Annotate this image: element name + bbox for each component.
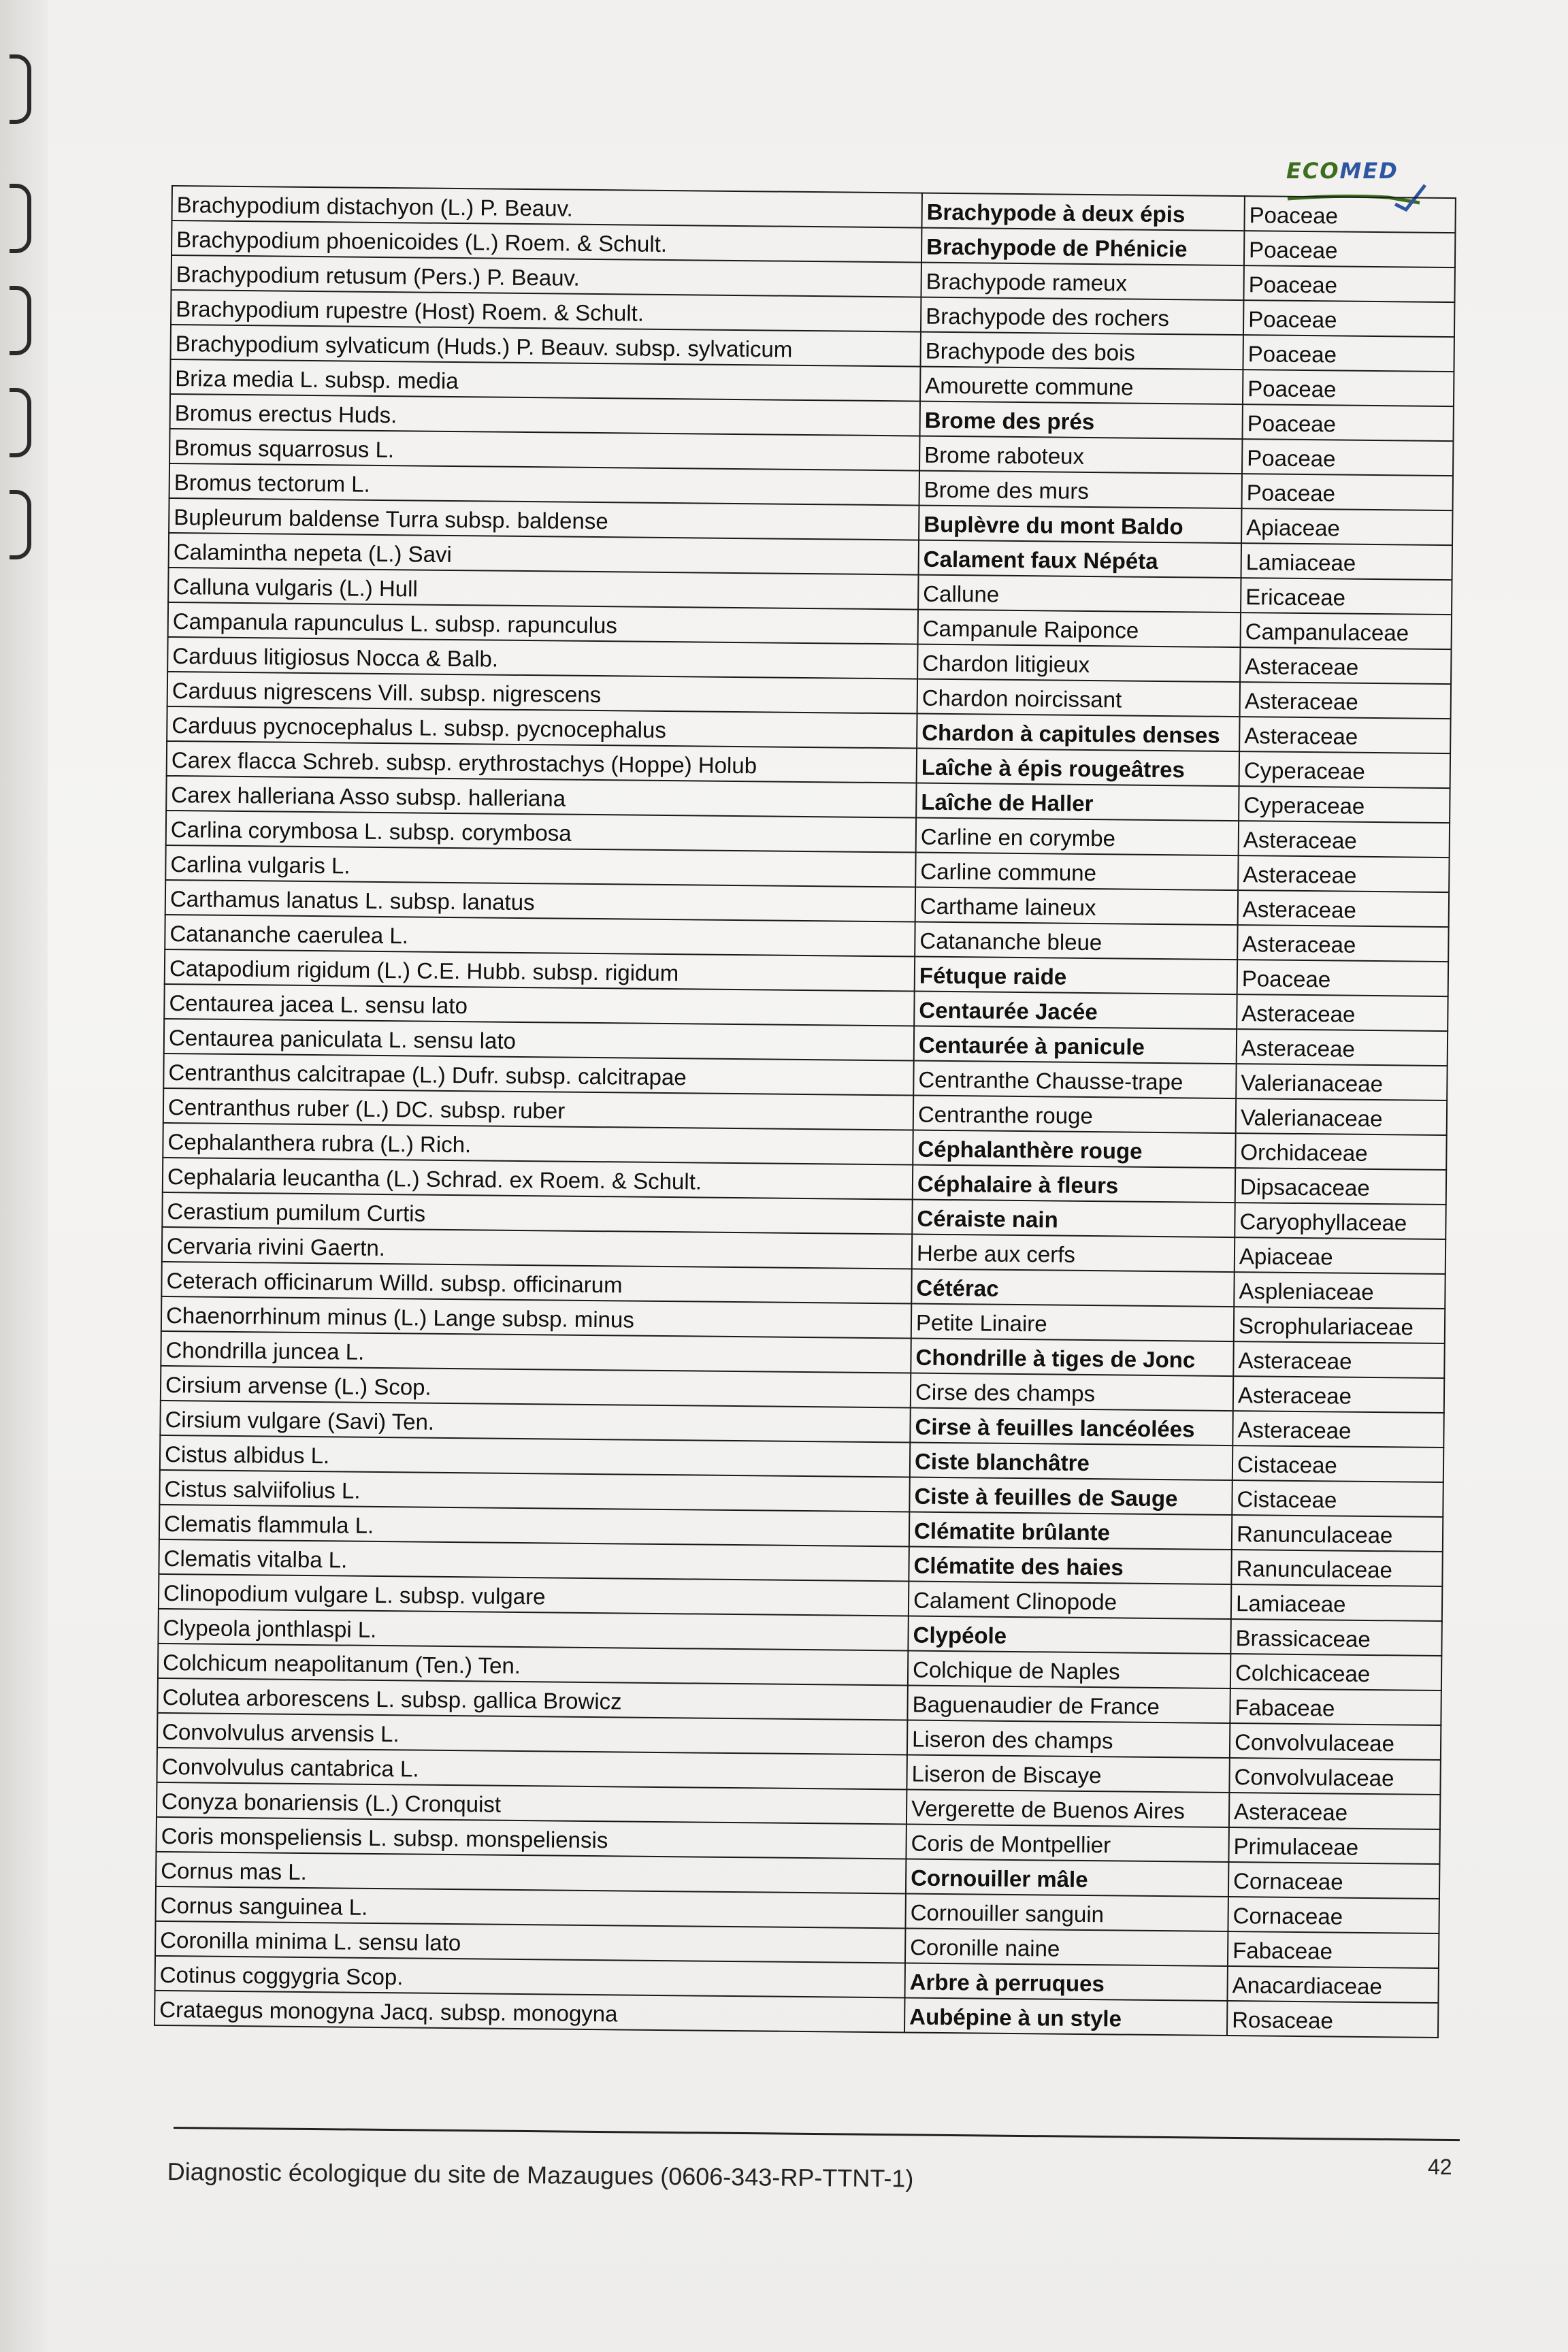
common-name-cell: Cornouiller mâle — [906, 1859, 1228, 1897]
common-name-cell: Laîche de Haller — [916, 783, 1239, 821]
common-name-cell: Fétuque raide — [915, 957, 1237, 995]
common-name-cell: Céraiste nain — [912, 1200, 1235, 1238]
scientific-name-cell: Carex flacca Schreb. subsp. erythrostachys (Hoppe) Holub — [167, 741, 917, 783]
family-cell: Anacardiaceae — [1227, 1966, 1438, 2003]
family-cell: Cornaceae — [1228, 1862, 1439, 1899]
common-name-cell: Liseron des champs — [907, 1720, 1230, 1758]
scientific-name-cell: Brachypodium phoenicoides (L.) Roem. & Schult. — [172, 220, 921, 263]
family-cell: Asteraceae — [1237, 1029, 1448, 1066]
common-name-cell: Centaurée Jacée — [914, 992, 1237, 1030]
family-cell: Cyperaceae — [1239, 751, 1450, 788]
family-cell: Poaceae — [1237, 960, 1448, 996]
common-name-cell: Coronille naine — [905, 1928, 1228, 1966]
common-name-cell: Brome des murs — [919, 471, 1242, 509]
common-name-cell: Clématite des haies — [909, 1546, 1231, 1584]
scientific-name-cell: Clinopodium vulgare L. subsp. vulgare — [159, 1574, 909, 1616]
common-name-cell: Colchique de Naples — [908, 1650, 1230, 1688]
common-name-cell: Coris de Montpellier — [906, 1824, 1228, 1862]
family-cell: Fabaceae — [1228, 1931, 1439, 1968]
family-cell: Fabaceae — [1230, 1688, 1441, 1725]
family-cell: Convolvulaceae — [1229, 1758, 1440, 1795]
common-name-cell: Cirse à feuilles lancéolées — [910, 1408, 1232, 1446]
family-cell: Asteraceae — [1233, 1376, 1444, 1413]
common-name-cell: Campanule Raiponce — [918, 610, 1241, 648]
family-cell: Scrophulariaceae — [1234, 1307, 1445, 1343]
binder-ring — [10, 490, 31, 559]
footer-text: Diagnostic écologique du site de Mazaugues (0606-343-RP-TTNT-1) — [167, 2157, 914, 2193]
common-name-cell: Clypéole — [908, 1616, 1230, 1654]
common-name-cell: Amourette commune — [920, 367, 1243, 405]
scientific-name-cell: Carduus pycnocephalus L. subsp. pycnocephalus — [167, 706, 917, 749]
family-cell: Convolvulaceae — [1230, 1723, 1441, 1760]
scientific-name-cell: Bromus erectus Huds. — [170, 394, 920, 436]
scientific-name-cell: Clematis flammula L. — [159, 1505, 909, 1547]
scientific-name-cell: Cistus salviifolius L. — [159, 1470, 909, 1512]
scientific-name-cell: Crataegus monogyna Jacq. subsp. monogyna — [154, 1991, 904, 2033]
family-cell: Lamiaceae — [1241, 543, 1452, 580]
family-cell: Cistaceae — [1232, 1446, 1443, 1482]
common-name-cell: Céphalaire à fleurs — [913, 1165, 1235, 1203]
common-name-cell: Carline en corymbe — [916, 818, 1239, 856]
common-name-cell: Ciste à feuilles de Sauge — [909, 1477, 1232, 1516]
common-name-cell: Liseron de Biscaye — [906, 1754, 1229, 1793]
common-name-cell: Chardon à capitules denses — [917, 714, 1239, 752]
common-name-cell: Chondrille à tiges de Jonc — [911, 1339, 1233, 1377]
family-cell: Asteraceae — [1229, 1793, 1440, 1829]
family-cell: Asteraceae — [1237, 925, 1448, 962]
binder-edge — [0, 0, 48, 2352]
family-cell: Asteraceae — [1240, 682, 1451, 719]
family-cell: Lamiaceae — [1231, 1584, 1442, 1621]
scientific-name-cell: Brachypodium retusum (Pers.) P. Beauv. — [172, 255, 921, 297]
species-table-body — [154, 186, 1456, 2038]
scientific-name-cell: Brachypodium sylvaticum (Huds.) P. Beauv. subsp. sylvaticum — [171, 325, 921, 367]
family-cell: Poaceae — [1243, 335, 1454, 372]
family-cell: Rosaceae — [1227, 2001, 1438, 2038]
family-cell: Aspleniaceae — [1234, 1272, 1445, 1309]
page-number: 42 — [1428, 2155, 1452, 2179]
common-name-cell: Catananche bleue — [915, 922, 1237, 960]
family-cell: Poaceae — [1243, 370, 1454, 406]
scientific-name-cell: Catananche caerulea L. — [165, 915, 915, 957]
scientific-name-cell: Carlina corymbosa L. subsp. corymbosa — [166, 811, 916, 853]
common-name-cell: Centaurée à panicule — [914, 1026, 1237, 1064]
scientific-name-cell: Cirsium arvense (L.) Scop. — [161, 1366, 911, 1408]
common-name-cell: Clématite brûlante — [909, 1512, 1232, 1550]
family-cell: Cyperaceae — [1239, 786, 1450, 823]
common-name-cell: Brome des prés — [920, 402, 1243, 440]
family-cell: Apiaceae — [1241, 508, 1452, 545]
common-name-cell: Carline commune — [915, 853, 1238, 891]
scientific-name-cell: Briza media L. subsp. media — [170, 359, 920, 402]
common-name-cell: Vergerette de Buenos Aires — [906, 1789, 1229, 1827]
common-name-cell: Brachypode rameux — [921, 263, 1243, 301]
scientific-name-cell: Bromus squarrosus L. — [169, 429, 919, 471]
common-name-cell: Centranthe Chausse-trape — [913, 1061, 1236, 1099]
scientific-name-cell: Ceterach officinarum Willd. subsp. officinarum — [161, 1262, 911, 1304]
family-cell: Caryophyllaceae — [1235, 1203, 1446, 1239]
scientific-name-cell: Calamintha nepeta (L.) Savi — [169, 533, 919, 575]
family-cell: Asteraceae — [1238, 855, 1449, 892]
family-cell: Asteraceae — [1238, 890, 1449, 927]
scientific-name-cell: Brachypodium distachyon (L.) P. Beauv. — [172, 186, 922, 228]
scientific-name-cell: Cornus sanguinea L. — [156, 1886, 906, 1929]
scientific-name-cell: Brachypodium rupestre (Host) Roem. & Schult. — [171, 290, 921, 332]
common-name-cell: Brachypode de Phénicie — [921, 228, 1244, 266]
species-table — [154, 185, 1456, 2038]
scientific-name-cell: Campanula rapunculus L. subsp. rapunculus — [168, 602, 918, 644]
binder-ring — [10, 54, 31, 124]
scientific-name-cell: Cephalanthera rubra (L.) Rich. — [163, 1123, 913, 1165]
family-cell: Apiaceae — [1235, 1237, 1446, 1274]
scientific-name-cell: Colutea arborescens L. subsp. gallica Browicz — [157, 1678, 907, 1720]
scientific-name-cell: Centranthus calcitrapae (L.) Dufr. subsp. calcitrapae — [163, 1054, 913, 1096]
scientific-name-cell: Cirsium vulgare (Savi) Ten. — [160, 1401, 910, 1443]
scientific-name-cell: Carduus litigiosus Nocca & Balb. — [167, 637, 917, 679]
common-name-cell: Chardon noircissant — [917, 679, 1240, 717]
scientific-name-cell: Conyza bonariensis (L.) Cronquist — [157, 1782, 906, 1825]
common-name-cell: Cirse des champs — [911, 1373, 1233, 1411]
scientific-name-cell: Centranthus ruber (L.) DC. subsp. ruber — [163, 1088, 913, 1130]
family-cell: Poaceae — [1243, 265, 1454, 302]
scientific-name-cell: Chaenorrhinum minus (L.) Lange subsp. minus — [161, 1296, 911, 1339]
scientific-name-cell: Cervaria rivini Gaertn. — [162, 1227, 912, 1269]
family-cell: Campanulaceae — [1241, 612, 1452, 649]
common-name-cell: Carthame laineux — [915, 887, 1238, 926]
common-name-cell: Arbre à perruques — [904, 1963, 1227, 2001]
scientific-name-cell: Convolvulus cantabrica L. — [157, 1748, 906, 1790]
family-cell: Valerianaceae — [1236, 1064, 1447, 1100]
binder-ring — [10, 388, 31, 457]
scientific-name-cell: Convolvulus arvensis L. — [157, 1713, 907, 1755]
family-cell: Colchicaceae — [1230, 1654, 1441, 1690]
scientific-name-cell: Bupleurum baldense Turra subsp. baldense — [169, 498, 919, 540]
common-name-cell: Baguenaudier de France — [907, 1685, 1230, 1723]
scientific-name-cell: Cornus mas L. — [156, 1852, 906, 1894]
scientific-name-cell: Cerastium pumilum Curtis — [162, 1192, 912, 1235]
common-name-cell: Centranthe rouge — [913, 1096, 1236, 1134]
common-name-cell: Callune — [918, 575, 1241, 613]
scientific-name-cell: Carex halleriana Asso subsp. halleriana — [166, 776, 916, 818]
scientific-name-cell: Calluna vulgaris (L.) Hull — [168, 568, 918, 610]
family-cell: Poaceae — [1244, 196, 1455, 233]
scientific-name-cell: Colchicum neapolitanum (Ten.) Ten. — [158, 1644, 908, 1686]
logo-wordmark: ECOMED — [1286, 158, 1399, 184]
family-cell: Ranunculaceae — [1231, 1550, 1442, 1586]
scientific-name-cell: Coris monspeliensis L. subsp. monspeliensis — [156, 1817, 906, 1859]
scientific-name-cell: Clematis vitalba L. — [159, 1539, 909, 1582]
scientific-name-cell: Centaurea jacea L. sensu lato — [164, 984, 914, 1026]
scientific-name-cell: Cistus albidus L. — [160, 1435, 910, 1477]
family-cell: Primulaceae — [1228, 1827, 1439, 1864]
family-cell: Valerianaceae — [1236, 1098, 1447, 1135]
binder-ring — [10, 184, 31, 253]
scientific-name-cell: Cephalaria leucantha (L.) Schrad. ex Roem. & Schult. — [163, 1158, 913, 1200]
common-name-cell: Ciste blanchâtre — [910, 1443, 1232, 1481]
common-name-cell: Céphalanthère rouge — [913, 1130, 1235, 1169]
family-cell: Asteraceae — [1232, 1411, 1443, 1448]
common-name-cell: Brome raboteux — [919, 436, 1242, 474]
family-cell: Poaceae — [1242, 474, 1453, 510]
common-name-cell: Cornouiller sanguin — [905, 1893, 1228, 1931]
common-name-cell: Brachypode des rochers — [921, 297, 1243, 336]
family-cell: Cornaceae — [1228, 1897, 1439, 1933]
common-name-cell: Laîche à épis rougeâtres — [917, 749, 1239, 787]
common-name-cell: Cétérac — [911, 1269, 1234, 1307]
family-cell: Asteraceae — [1237, 994, 1448, 1031]
family-cell: Asteraceae — [1240, 647, 1451, 684]
family-cell: Brassicaceae — [1230, 1619, 1441, 1656]
scientific-name-cell: Carduus nigrescens Vill. subsp. nigrescens — [167, 672, 917, 714]
common-name-cell: Aubépine à un style — [904, 1997, 1227, 2036]
family-cell: Cistaceae — [1232, 1480, 1443, 1517]
family-cell: Asteraceae — [1239, 821, 1450, 858]
family-cell: Poaceae — [1242, 439, 1453, 476]
family-cell: Dipsacaceae — [1235, 1168, 1446, 1205]
scientific-name-cell: Centaurea paniculata L. sensu lato — [164, 1019, 914, 1061]
family-cell: Asteraceae — [1233, 1341, 1444, 1378]
family-cell: Poaceae — [1242, 404, 1453, 441]
scientific-name-cell: Bromus tectorum L. — [169, 463, 919, 506]
scientific-name-cell: Carlina vulgaris L. — [165, 845, 915, 887]
scientific-name-cell: Catapodium rigidum (L.) C.E. Hubb. subsp. rigidum — [165, 949, 915, 992]
common-name-cell: Calament faux Népéta — [919, 540, 1241, 578]
common-name-cell: Herbe aux cerfs — [912, 1235, 1235, 1273]
family-cell: Ranunculaceae — [1232, 1515, 1443, 1552]
family-cell: Orchidaceae — [1235, 1133, 1446, 1170]
common-name-cell: Petite Linaire — [911, 1304, 1234, 1342]
family-cell: Poaceae — [1243, 300, 1454, 337]
scientific-name-cell: Carthamus lanatus L. subsp. lanatus — [165, 880, 915, 922]
common-name-cell: Chardon litigieux — [917, 644, 1240, 683]
scientific-name-cell: Chondrilla juncea L. — [161, 1331, 911, 1373]
family-cell: Poaceae — [1244, 231, 1455, 267]
common-name-cell: Calament Clinopode — [909, 1581, 1231, 1619]
scientific-name-cell: Clypeola jonthlaspi L. — [158, 1609, 908, 1651]
common-name-cell: Brachypode à deux épis — [921, 193, 1244, 231]
scientific-name-cell: Cotinus coggygria Scop. — [155, 1956, 905, 1998]
scientific-name-cell: Coronilla minima L. sensu lato — [155, 1921, 905, 1963]
family-cell: Ericaceae — [1241, 578, 1452, 615]
common-name-cell: Buplèvre du mont Baldo — [919, 506, 1241, 544]
common-name-cell: Brachypode des bois — [920, 332, 1243, 370]
family-cell: Asteraceae — [1239, 717, 1450, 753]
binder-ring — [10, 286, 31, 355]
